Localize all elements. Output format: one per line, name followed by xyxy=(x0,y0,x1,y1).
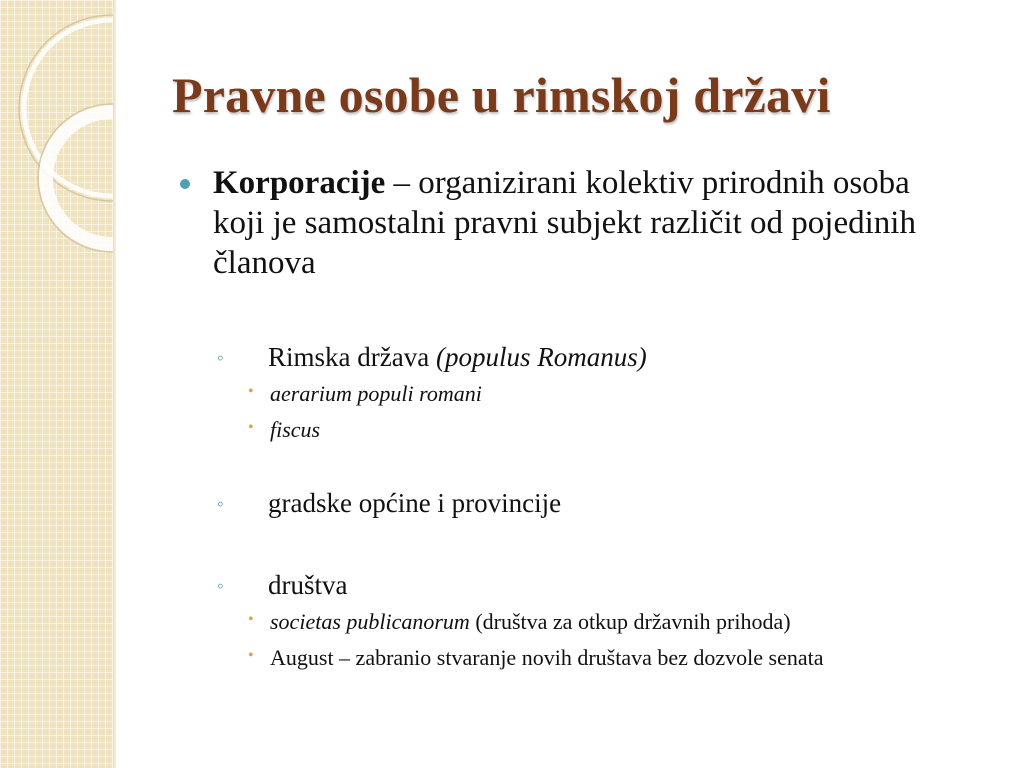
slide-title: Pravne osobe u rimskoj državi xyxy=(172,67,831,123)
sub-item-august xyxy=(180,644,1010,672)
sub-item-societas xyxy=(180,608,1010,636)
sub-bullet-icon: • xyxy=(248,419,254,436)
bullet-dot-icon xyxy=(180,179,190,189)
ring-bullet-icon: ◦ xyxy=(217,348,224,369)
sub-bullet-icon: • xyxy=(248,647,254,664)
sub-item-italic: societas publicanorum xyxy=(270,609,470,634)
term-korporacije: Korporacije xyxy=(213,165,386,201)
sub-item-text: (društva za otkup državnih prihoda) xyxy=(469,609,791,634)
ring-bullet-icon: ◦ xyxy=(217,494,224,515)
group-gradske-opcine xyxy=(180,486,1010,520)
sub-item-text: August – zabranio stvaranje novih društava bez dozvole senata xyxy=(270,645,824,670)
sub-item-italic: aerarium populi romani xyxy=(270,381,482,406)
slide-content xyxy=(180,163,1010,672)
sub-bullet-icon: • xyxy=(248,383,254,400)
sub-item-fiscus xyxy=(180,416,1010,444)
sub-item-italic: fiscus xyxy=(270,417,321,442)
side-strip-edge xyxy=(113,0,116,768)
decorative-circles xyxy=(0,0,113,768)
ring-bullet-icon: ◦ xyxy=(217,576,224,597)
group-label: Rimska država xyxy=(268,342,436,372)
sub-item-aerarium xyxy=(180,380,1010,408)
group-label: gradske općine i provincije xyxy=(268,488,562,518)
group-rimska-drzava xyxy=(180,340,1010,374)
bullet-korporacije xyxy=(180,163,933,283)
definition-korporacije: – organizirani kolektiv prirodnih osoba koji je samostalni pravni subjekt različit od pojedinih članova xyxy=(213,165,916,281)
sub-bullet-icon: • xyxy=(248,611,254,628)
group-drustva xyxy=(180,568,1010,602)
group-label-italic: (populus Romanus) xyxy=(435,342,647,372)
decorative-side-strip xyxy=(0,0,113,768)
group-label: društva xyxy=(268,570,348,600)
